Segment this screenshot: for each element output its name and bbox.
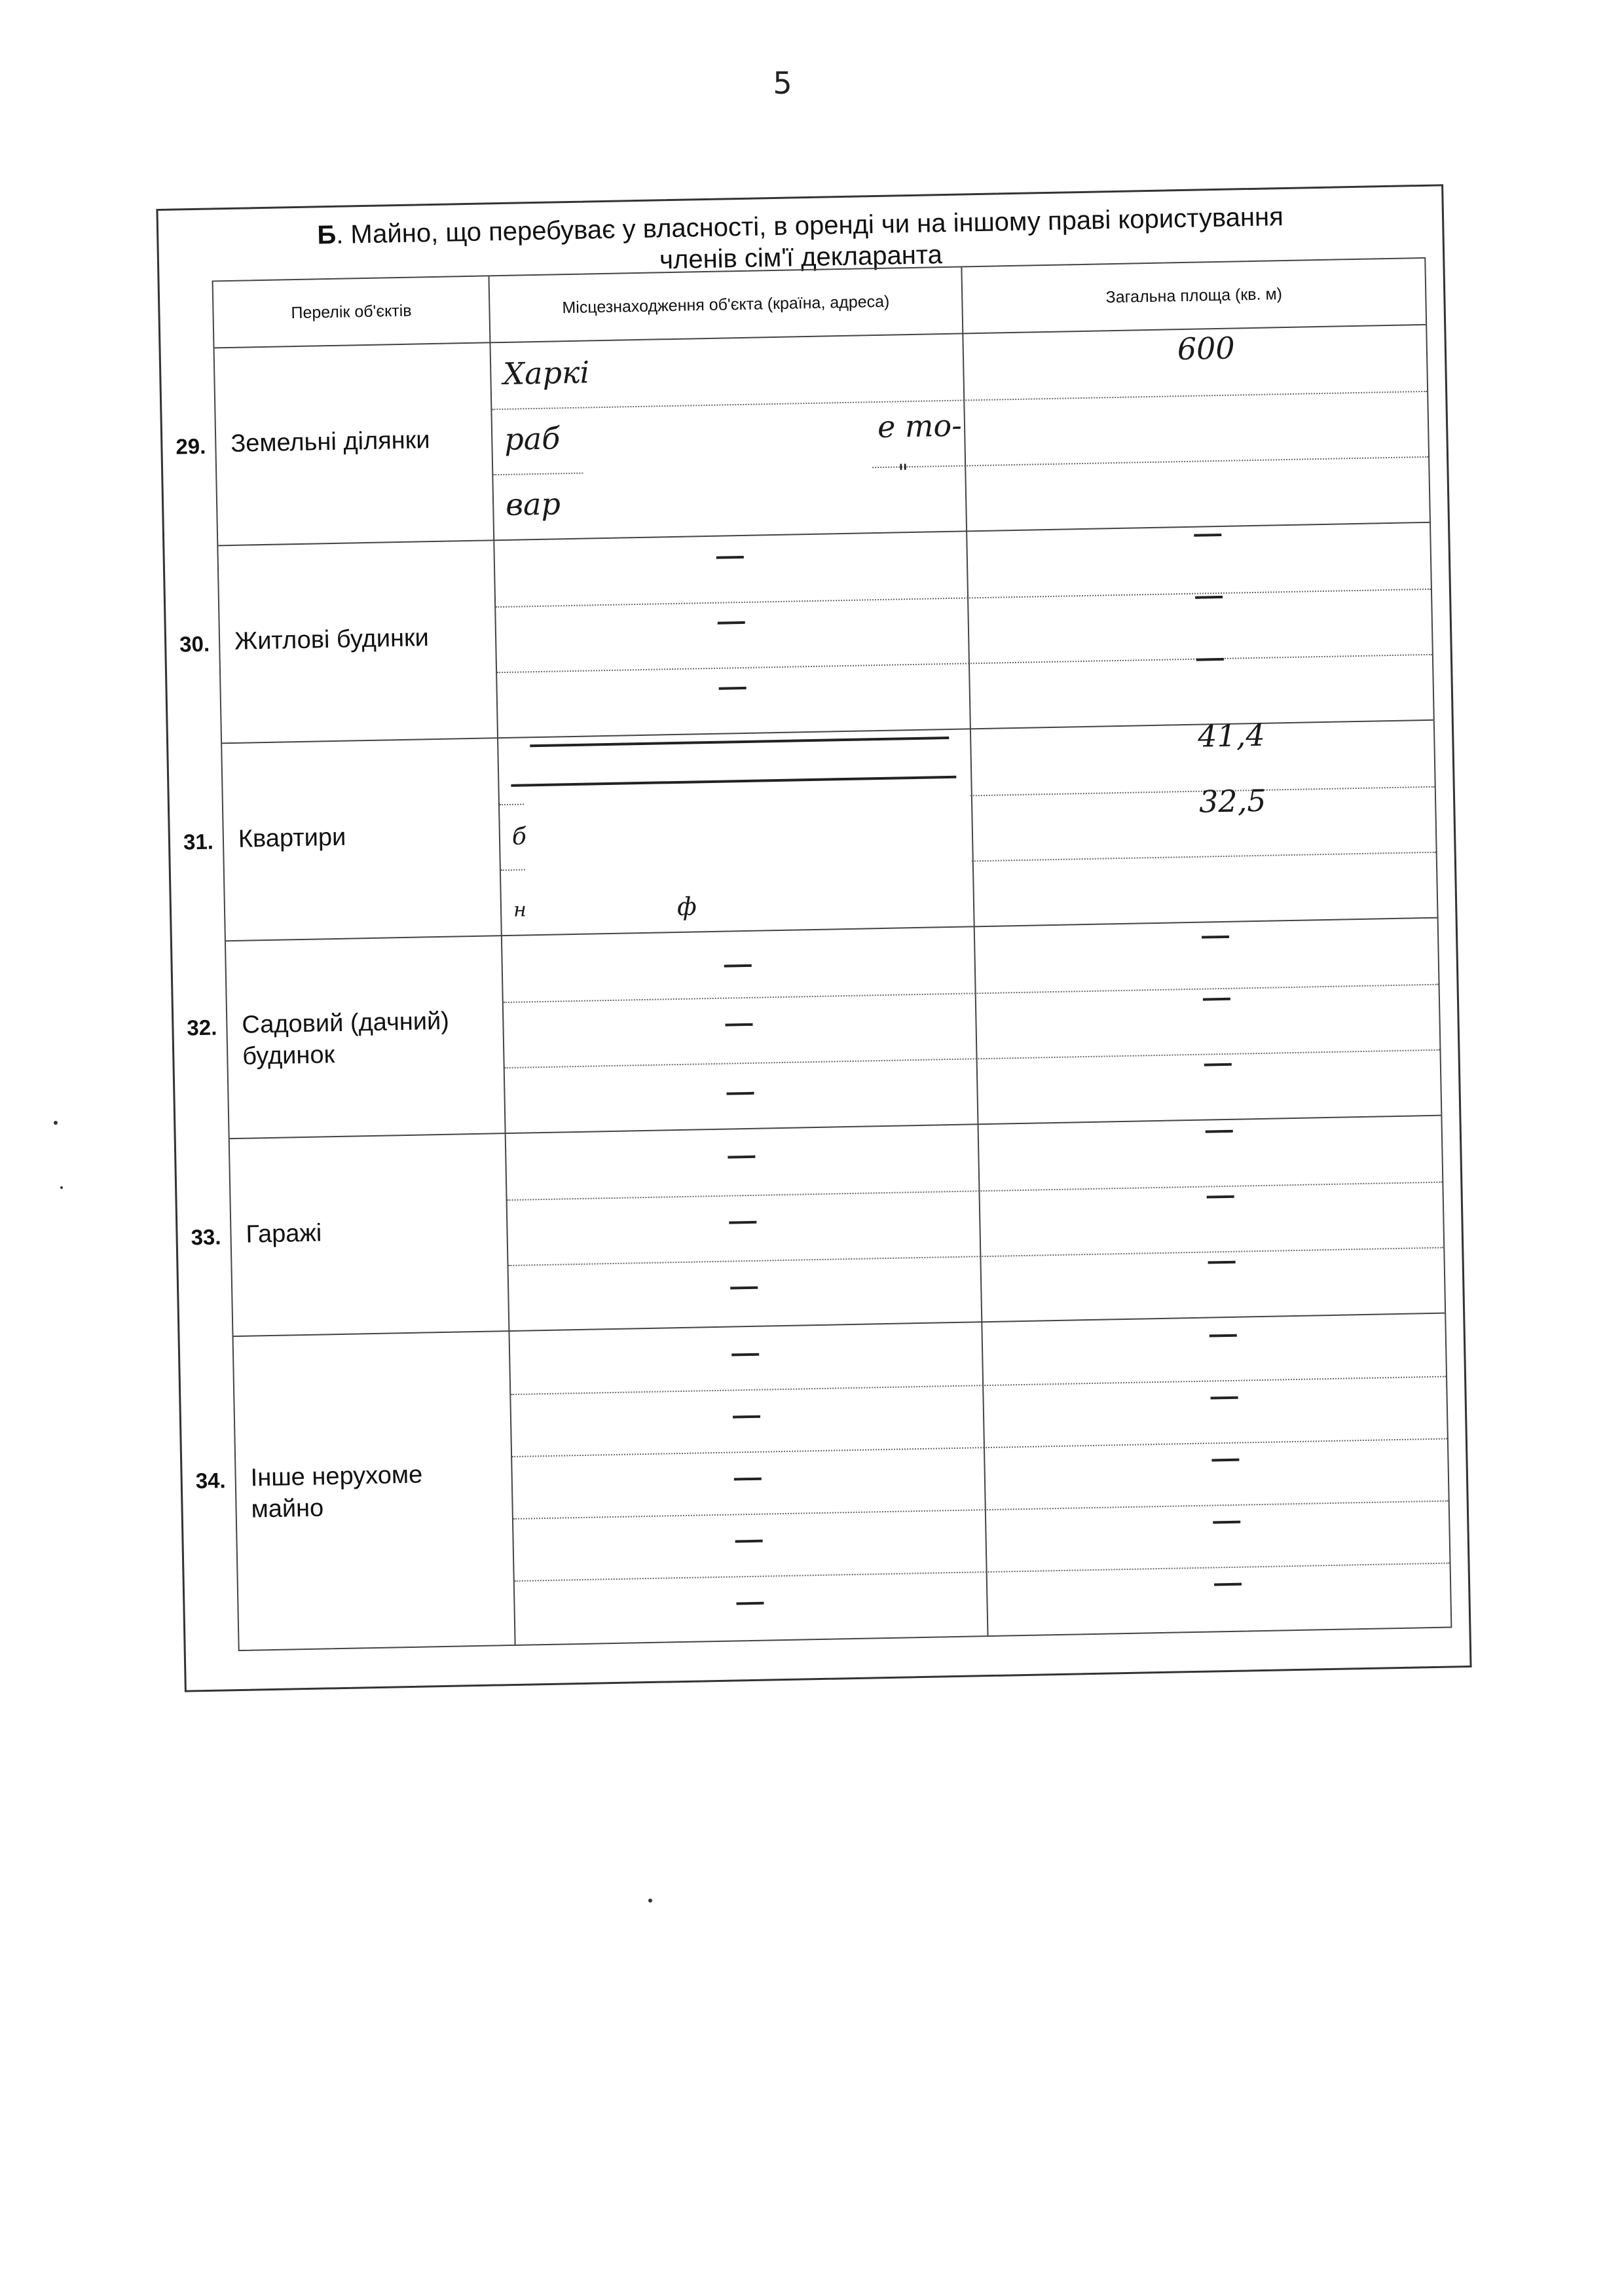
empty-dash (1207, 1195, 1234, 1199)
page-number: 5 (773, 65, 792, 101)
row-land-plots (175, 325, 1430, 546)
empty-dash (725, 1023, 752, 1027)
row-subline (515, 1563, 1450, 1582)
handwritten-area: 600 (1177, 330, 1236, 367)
scan-speck (60, 1186, 63, 1189)
row-number: 34. (195, 1468, 226, 1493)
row-number: 30. (179, 631, 210, 657)
handwritten-address: е то- (877, 407, 963, 445)
row-label: Земельні ділянки (230, 426, 430, 458)
row-garages (191, 1116, 1445, 1337)
scan-artifact (530, 737, 949, 747)
row-subline (508, 1247, 1443, 1266)
empty-dash (733, 1415, 760, 1419)
scan-artifact (511, 776, 956, 787)
row-number: 33. (191, 1224, 221, 1250)
section-letter: Б (317, 220, 337, 250)
row-garden-house (187, 919, 1441, 1139)
row-subline (497, 654, 1432, 673)
property-table (175, 257, 1452, 1651)
handwritten-address: " (897, 460, 909, 486)
row-subline (512, 1438, 1447, 1457)
empty-dash (729, 1221, 756, 1224)
row-subline (513, 1501, 1449, 1520)
empty-dash (1211, 1459, 1239, 1462)
row-label: Садовий (дачний) будинок (241, 1007, 450, 1070)
empty-dash (1202, 936, 1229, 939)
row-subline (511, 1376, 1446, 1395)
row-label: Квартири (238, 823, 346, 853)
empty-dash (1206, 1130, 1233, 1133)
row-label: Інше нерухоме майно (250, 1461, 423, 1523)
scan-speck (648, 1899, 652, 1903)
row-subline (505, 1049, 1440, 1068)
handwritten-area: 32,5 (1198, 782, 1267, 820)
empty-dash (718, 621, 745, 625)
row-number: 31. (183, 829, 214, 854)
empty-dash (1196, 658, 1224, 661)
handwritten-address: б (511, 823, 527, 850)
empty-dash (1209, 1334, 1237, 1338)
handwritten-address: раб (504, 420, 561, 457)
empty-dash (728, 1156, 755, 1159)
empty-dash (716, 556, 744, 559)
section-title-line2: членів сім'ї декларанта (659, 240, 943, 275)
row-subline (496, 589, 1431, 608)
empty-dash (1203, 998, 1230, 1001)
row-subline (504, 984, 1439, 1003)
empty-dash (726, 1092, 754, 1095)
section-title-line1: . Майно, що перебуває у власності, в оренді чи на іншому праві користування (335, 202, 1284, 249)
handwritten-area: 41,4 (1197, 717, 1266, 754)
row-label: Гаражі (246, 1219, 322, 1248)
empty-dash (735, 1540, 763, 1543)
empty-dash (1204, 1063, 1232, 1066)
scan-speck (54, 1121, 58, 1125)
row-apartments (183, 717, 1437, 941)
handwritten-address: н (513, 898, 527, 922)
header-objects: Перелік об'єктів (291, 301, 412, 322)
handwritten-address: ф (676, 892, 697, 921)
empty-dash (724, 964, 752, 968)
row-residential-houses (179, 523, 1433, 744)
empty-dash (1195, 596, 1223, 599)
empty-dash (734, 1478, 762, 1481)
empty-dash (736, 1602, 764, 1605)
empty-dash (1214, 1583, 1242, 1586)
handwritten-address: Харкі (502, 354, 590, 392)
declaration-section-frame (156, 184, 1471, 1692)
header-area: Загальна площа (кв. м) (1105, 284, 1283, 306)
header-location: Місцезнаходження об'єкта (країна, адреса) (562, 292, 890, 317)
handwritten-address: вар (505, 486, 561, 522)
redacted-area (583, 421, 873, 524)
redacted-area (525, 788, 972, 895)
empty-dash (1211, 1396, 1238, 1400)
empty-dash (1194, 534, 1221, 537)
row-label: Житлові будинки (234, 624, 430, 655)
empty-dash (719, 687, 747, 690)
row-other-real-estate (195, 1314, 1451, 1649)
empty-dash (1208, 1261, 1236, 1264)
row-subline (507, 1182, 1443, 1201)
empty-dash (1213, 1521, 1240, 1524)
empty-dash (730, 1286, 758, 1290)
empty-dash (731, 1353, 759, 1357)
row-number: 29. (175, 433, 206, 459)
row-number: 32. (187, 1015, 217, 1040)
